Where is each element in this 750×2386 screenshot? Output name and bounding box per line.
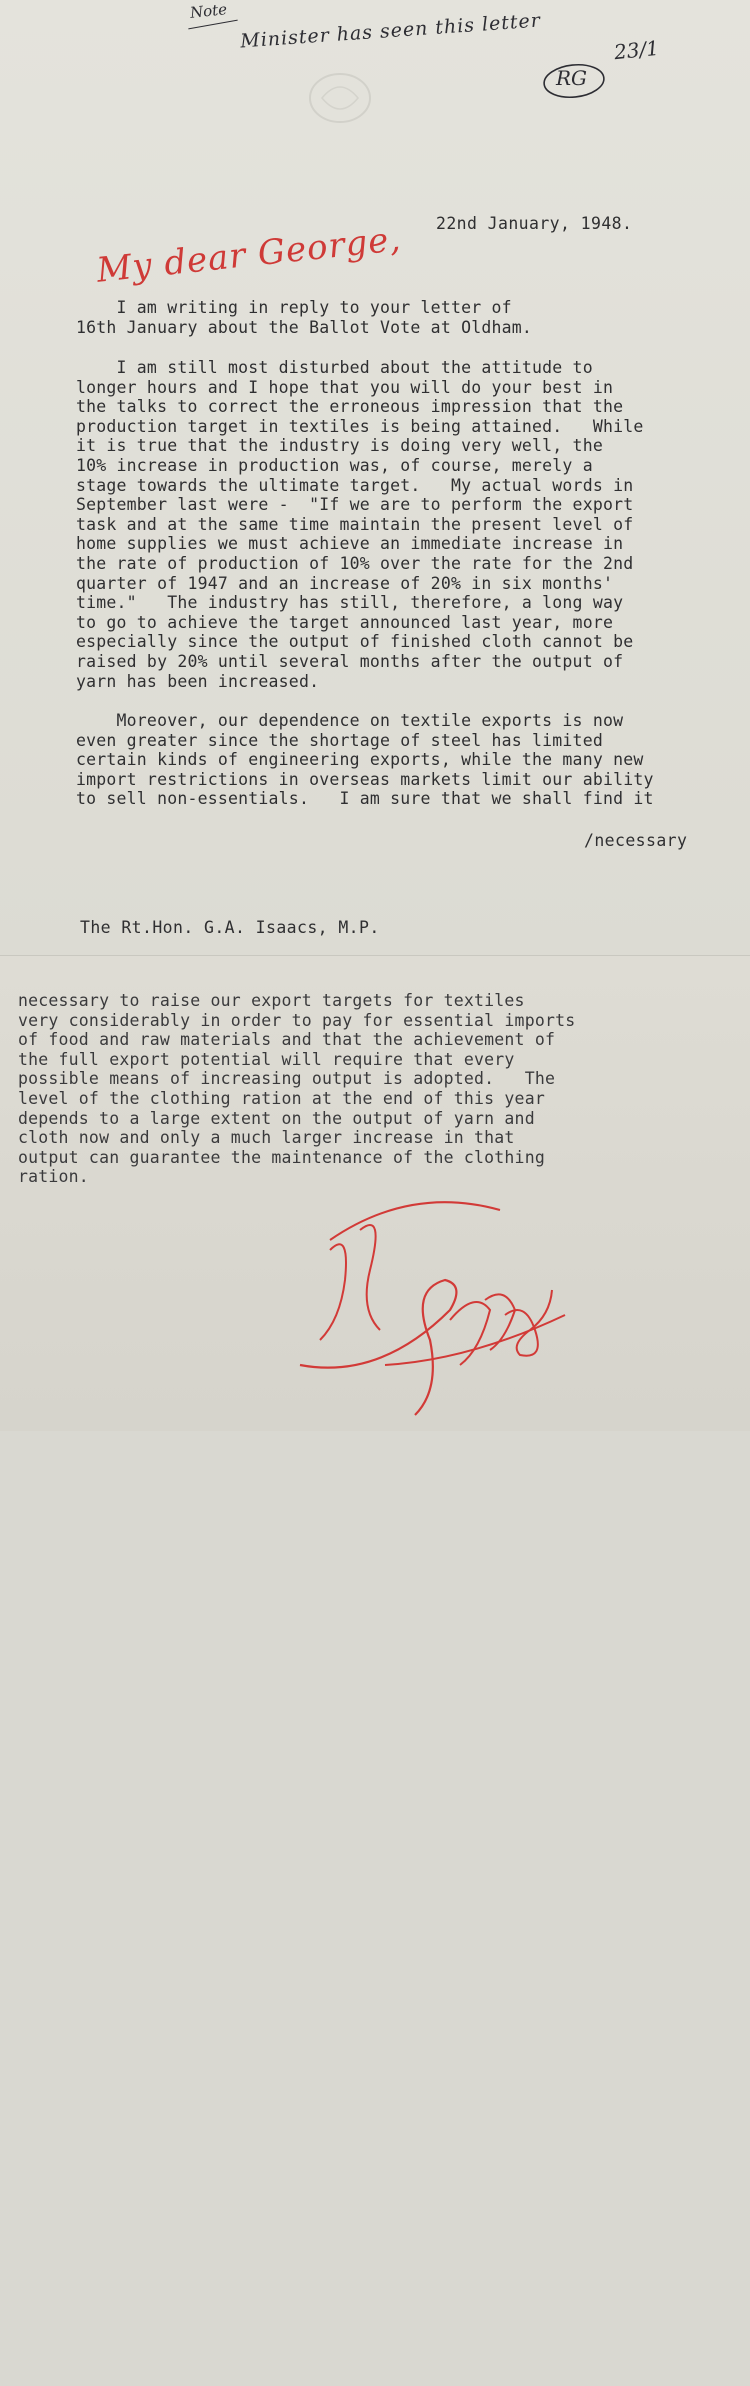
text-line: quarter of 1947 and an increase of 20% in six months'	[76, 573, 614, 593]
handwritten-note-label: Note	[189, 0, 228, 22]
text-line: depends to a large extent on the output of yarn and	[18, 1108, 535, 1128]
text-line: certain kinds of engineering exports, while the many new	[76, 750, 644, 770]
handwritten-initials: RG	[556, 66, 588, 90]
paragraph-4	[18, 991, 575, 1187]
initials-circle	[540, 60, 608, 100]
letter-page-1	[0, 0, 750, 955]
text-line: stage towards the ultimate target. My actual words in	[76, 475, 634, 495]
text-line: 10% increase in production was, of course, merely a	[76, 455, 593, 475]
text-line: 16th January about the Ballot Vote at Oldham.	[76, 317, 533, 337]
handwritten-note-text: Minister has seen this letter	[239, 9, 542, 53]
text-line: to go to achieve the target announced last year, more	[76, 612, 614, 632]
paragraph-1	[76, 298, 532, 337]
embossed-crest-icon	[300, 68, 380, 128]
signature-stafford	[290, 1190, 580, 1420]
text-line: the full export potential will require that every	[18, 1049, 515, 1069]
text-line: yarn has been increased.	[76, 671, 320, 691]
text-line: level of the clothing ration at the end of this year	[18, 1088, 545, 1108]
text-line: necessary to raise our export targets for textiles	[18, 991, 525, 1010]
text-line: very considerably in order to pay for essential imports	[18, 1010, 576, 1030]
letter-date: 22nd January, 1948.	[436, 214, 633, 233]
text-line: cloth now and only a much larger increase in that	[18, 1128, 515, 1148]
paragraph-2	[76, 358, 644, 691]
embossed-letterhead	[395, 118, 625, 137]
catchword: /necessary	[584, 831, 688, 850]
text-line: home supplies we must achieve an immediate increase in	[76, 534, 624, 554]
handwritten-note-date: 23/1	[612, 35, 661, 65]
text-line: especially since the output of finished cloth cannot be	[76, 632, 634, 652]
text-line: raised by 20% until several months after the output of	[76, 651, 624, 671]
text-line: the rate of production of 10% over the rate for the 2nd	[76, 553, 634, 573]
text-line: the talks to correct the erroneous impression that the	[76, 397, 624, 417]
text-line: task and at the same time maintain the present level of	[76, 514, 634, 534]
text-line: of food and raw materials and that the achievement of	[18, 1030, 556, 1050]
bleed-through-text	[30, 2151, 590, 2386]
text-line: production target in textiles is being attained. While	[76, 416, 644, 436]
text-line: I am still most disturbed about the attitude to	[76, 358, 593, 377]
text-line: September last were - "If we are to perform the export	[76, 495, 634, 515]
salutation: My dear George,	[94, 219, 404, 291]
addressee: The Rt.Hon. G.A. Isaacs, M.P.	[80, 918, 380, 937]
text-line: I am writing in reply to your letter of	[76, 298, 512, 317]
text-line: import restrictions in overseas markets limit our ability	[76, 769, 654, 789]
text-line: output can guarantee the maintenance of the clothing	[18, 1147, 545, 1167]
text-line: even greater since the shortage of steel has limited	[76, 730, 603, 750]
text-line: possible means of increasing output is adopted. The	[18, 1069, 556, 1089]
text-line: longer hours and I hope that you will do your best in	[76, 377, 614, 397]
paragraph-3	[76, 711, 654, 809]
text-line: ration.	[18, 1167, 89, 1187]
text-line: to sell non-essentials. I am sure that we shall find it	[76, 789, 654, 809]
text-line: it is true that the industry is doing very well, the	[76, 436, 603, 456]
text-line: time." The industry has still, therefore, a long way	[76, 593, 624, 613]
text-line: Moreover, our dependence on textile exports is now	[76, 711, 624, 730]
